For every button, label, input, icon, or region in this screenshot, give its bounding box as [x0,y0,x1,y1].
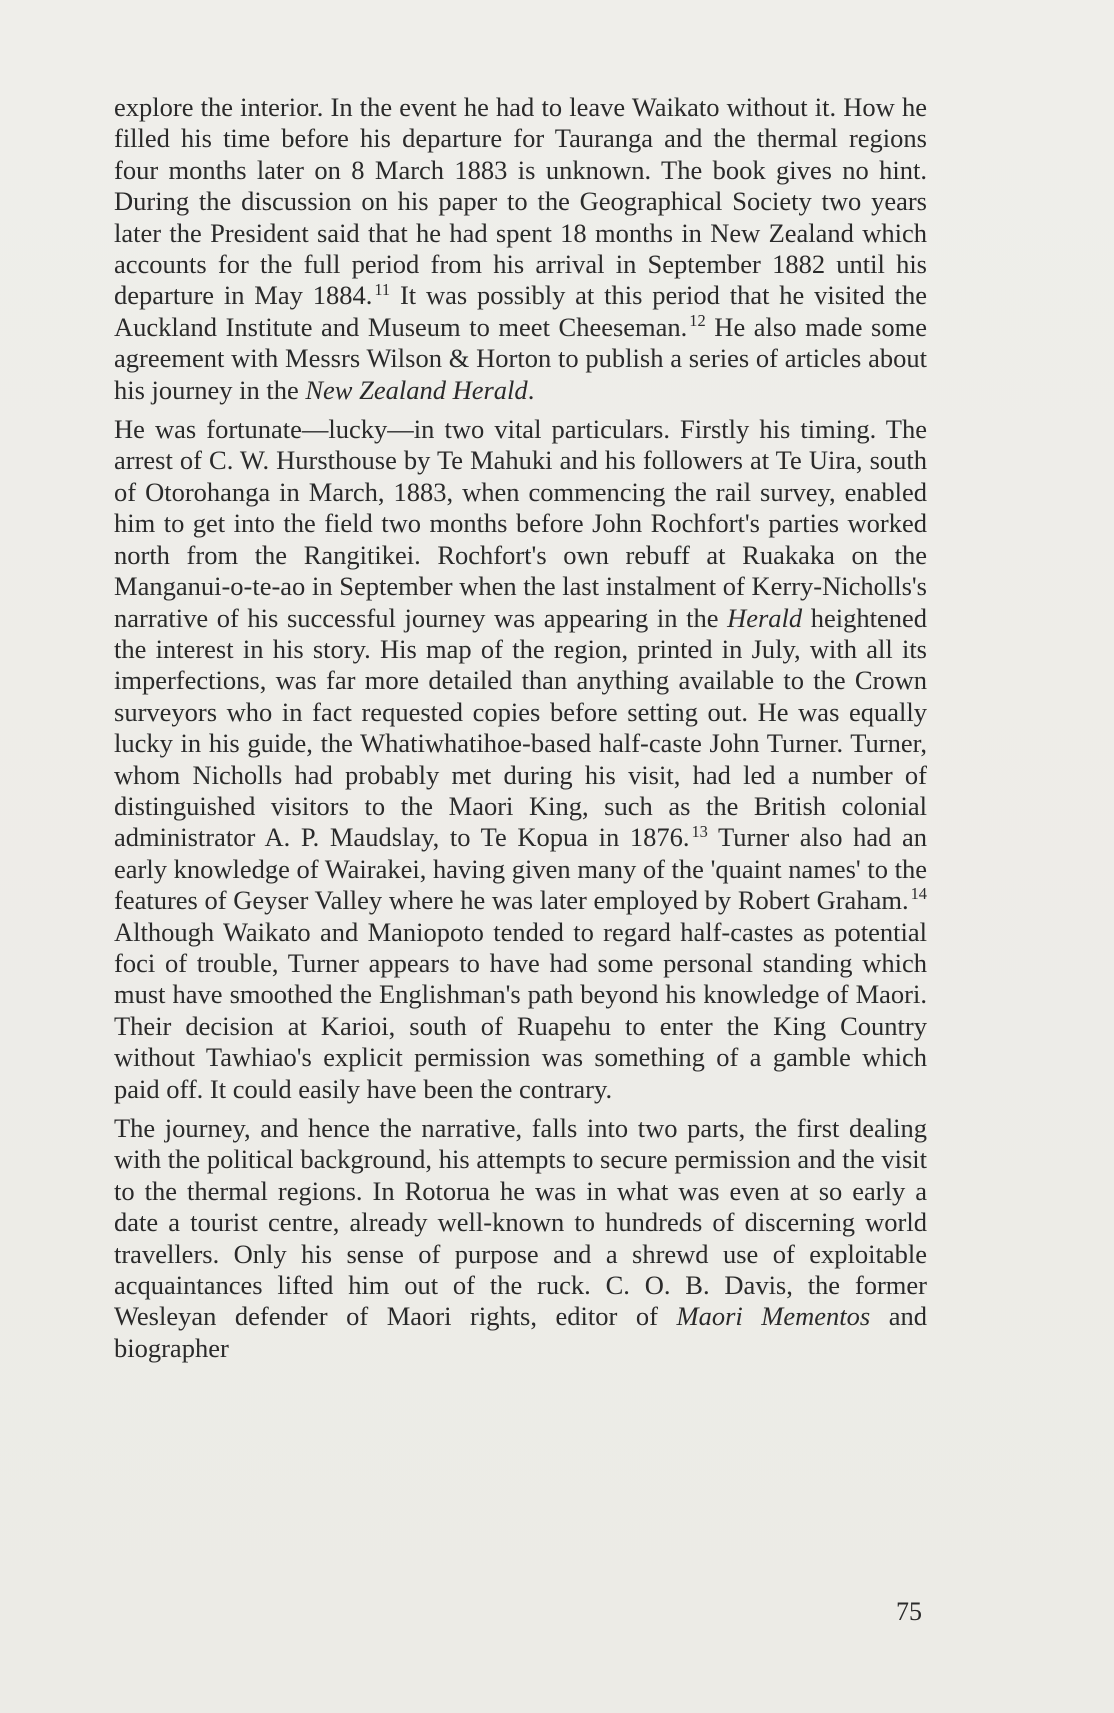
footnote-ref-11: 11 [374,279,391,299]
text-run: He also made some agreement with Messrs Wilson & Horton to publish a series of articles about his journey in the [114,311,927,405]
footnote-ref-14: 14 [910,884,927,904]
text-run: . [527,374,535,405]
paragraph-1 [114,92,927,406]
paragraph-3 [114,1113,927,1364]
text-run: and biographer [114,1301,927,1363]
body-text [114,92,927,1364]
text-run: Turner also had an early knowledge of Wairakei, having given many of the 'quaint names' to the features of Geyser Valley where he was later employed by Robert Graham. [114,822,927,916]
footnote-ref-12: 12 [689,311,706,330]
italic-title-herald: Herald [727,602,803,633]
text-run: explore the interior. In the event he had to leave Waikato without it. How he filled his time before his departure for Tauranga and the thermal regions four months later on 8 March 1883 is unknown. The book gives no hint. During the discussion on his paper to the Geographical Society two years later the President said that he had spent 18 months in New Zealand which accounts for the full period from his arrival in September 1882 until his departure in May 1884. [114,92,927,311]
italic-title-maori-mementos: Maori Mementos [676,1301,871,1332]
paragraph-2 [114,414,927,1105]
text-run: heightened the interest in his story. His map of the region, printed in July, with all its imperfections, was far more detailed than anything available to the Crown surveyors who in fact requested copies before setting out. He was equally lucky in his guide, the Whatiwhatihoe-based half-caste John Turner. Turner, whom Nicholls had probably met during his visit, had led a number of distinguished visitors to the Maori King, such as the British colonial administrator A. P. Maudslay, to Te Kopua in 1876. [114,602,927,853]
italic-title-new-zealand-herald: New Zealand Herald [305,374,528,405]
text-run: Although Waikato and Maniopoto tended to regard half-castes as potential foci of trouble, Turner appears to have had some personal standing which must have smoothed the Englishman's path beyond his knowledge of Maori. Their decision at Karioi, south of Ruapehu to enter the King Country without Tawhiao's explicit permission was something of a gamble which paid off. It could easily have been the contrary. [114,916,927,1104]
text-run: It was possibly at this period that he visited the Auckland Institute and Museum to meet Cheeseman. [114,280,927,342]
text-run: The journey, and hence the narrative, falls into two parts, the first dealing with the political background, his attempts to secure permission and the visit to the thermal regions. In Rotorua he was in what was even at so early a date a tourist centre, already well-known to hundreds of discerning world travellers. Only his sense of purpose and a shrewd use of exploitable acquaintances lifted him out of the ruck. C. O. B. Davis, the former Wesleyan defender of Maori rights, editor of [114,1113,927,1332]
footnote-ref-13: 13 [691,821,708,841]
page-number: 75 [896,1597,922,1626]
text-run: He was fortunate—lucky—in two vital particulars. Firstly his timing. The arrest of C. W. Hursthouse by Te Mahuki and his followers at Te Uira, south of Otorohanga in March, 1883, when commencing the rail survey, enabled him to get into the field two months before John Rochfort's parties worked north from the Rangitikei. Rochfort's own rebuff at Ruakaka on the Manganui-o-te-ao in September when the last instalment of Kerry-Nicholls's narrative of his successful journey was appearing in the [114,414,927,633]
